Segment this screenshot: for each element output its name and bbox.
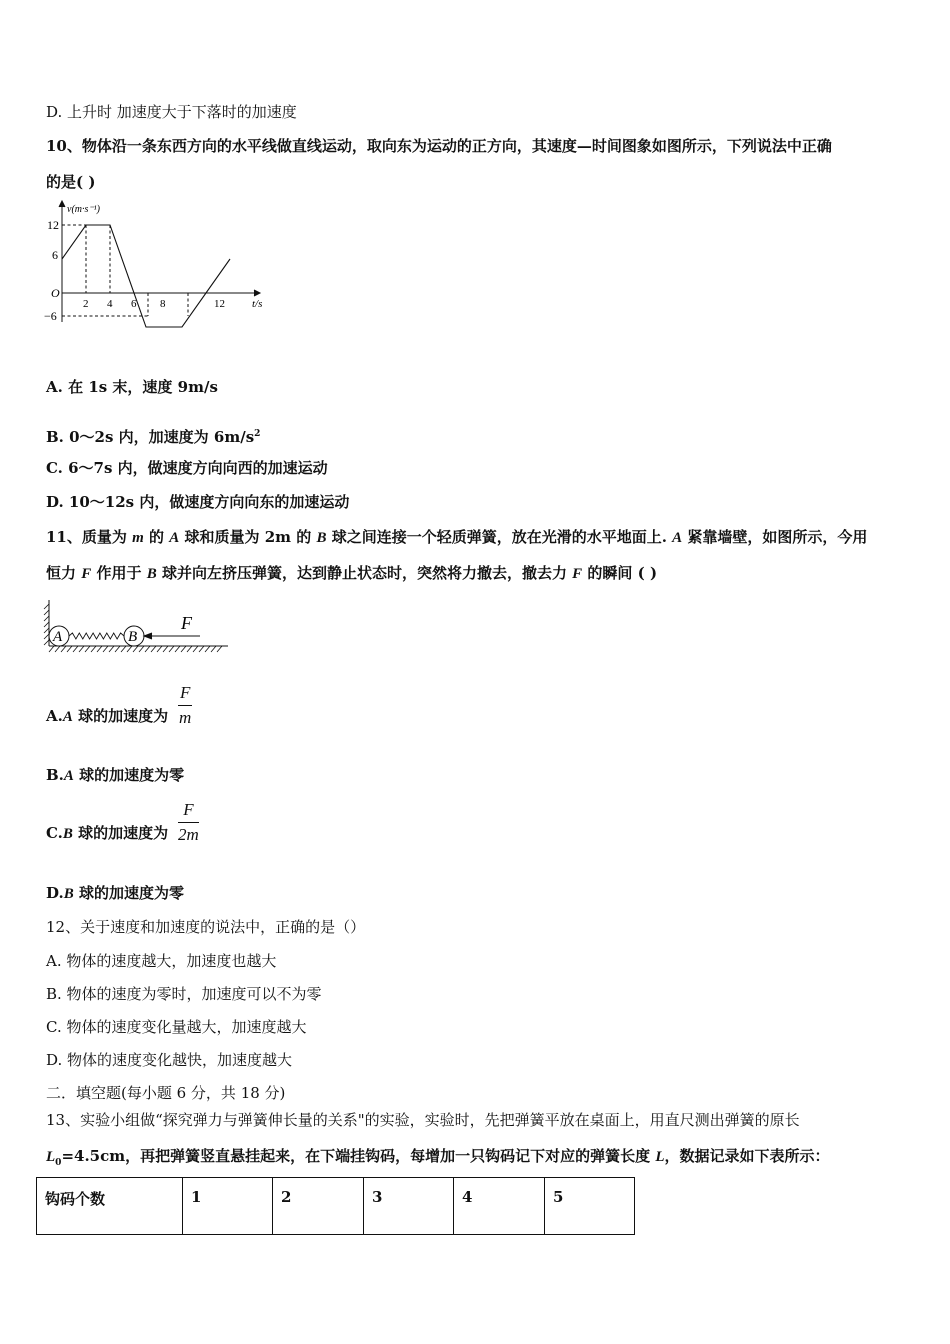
- y-tick-12: 12: [47, 218, 59, 232]
- spring: [69, 633, 124, 639]
- q11-stem-line1: 11、质量为 m 的 A 球和质量为 2m 的 B 球之间连接一个轻质弹簧，放在光滑的水平地面上. A 紧靠墙壁，如图所示，今用: [46, 528, 868, 546]
- y-tick-6: 6: [52, 248, 58, 262]
- table-cell: 1: [183, 1178, 273, 1235]
- q12-option-a: A. 物体的速度越大，加速度也越大: [46, 952, 277, 970]
- q13-stem-line2: $L_0=4.5cm$，再把弹簧竖直悬挂起来，在下端挂钩码，每增加一只钩码记下对应的弹簧长度 L，数据记录如下表所示：: [46, 1147, 830, 1168]
- force-label: F: [181, 613, 192, 633]
- q11-option-a-fraction: F m: [179, 683, 192, 727]
- q10-option-a: A. 在 1s 末，速度 9m/s: [46, 378, 218, 396]
- q10-stem-line2: 的是( ): [46, 173, 96, 191]
- x-tick-2: 2: [83, 298, 89, 310]
- q12-option-b: B. 物体的速度为零时，加速度可以不为零: [46, 985, 322, 1003]
- x-tick-8: 8: [160, 298, 166, 310]
- q10-option-c: C. 6～7s 内，做速度方向向西的加速运动: [46, 459, 328, 477]
- x-tick-12: 12: [214, 298, 225, 310]
- q11-option-d: D.B 球的加速度为零: [46, 884, 184, 902]
- hook-count-table: [36, 1177, 635, 1235]
- x-tick-6: 6: [131, 298, 137, 310]
- q10-option-d: D. 10～12s 内，做速度方向向东的加速运动: [46, 493, 350, 511]
- x-tick-4: 4: [107, 298, 113, 310]
- table-header-cell: 钩码个数: [37, 1178, 183, 1235]
- q11-option-c-fraction: F 2m: [178, 800, 199, 844]
- x-axis-label: t/s: [252, 298, 263, 310]
- q11-option-c: C.B 球的加速度为: [46, 824, 169, 842]
- ball-b-label: B: [128, 629, 138, 645]
- q12-option-c: C. 物体的速度变化量越大，加速度越大: [46, 1018, 307, 1036]
- velocity-series-line: [62, 225, 230, 327]
- q12-stem: 12、关于速度和加速度的说法中，正确的是（）: [46, 918, 366, 936]
- table-cell: 3: [364, 1178, 454, 1235]
- table-cell: 2: [273, 1178, 364, 1235]
- q9-option-d: D. 上升时 加速度大于下落时的加速度: [46, 103, 297, 121]
- q11-option-b: B.A 球的加速度为零: [46, 766, 185, 784]
- q11-option-a: A.A 球的加速度为: [46, 707, 169, 725]
- velocity-time-graph: [40, 198, 280, 328]
- ball-a-label: A: [53, 629, 63, 645]
- spring-ball-figure: [40, 596, 235, 658]
- q12-option-d: D. 物体的速度变化越快，加速度越大: [46, 1051, 293, 1069]
- q10-stem-line1: 10、物体沿一条东西方向的水平线做直线运动，取向东为运动的正方向，其速度—时间图象如图所示，下列说法中正确: [46, 137, 832, 155]
- table-row: [37, 1178, 635, 1235]
- section-heading: 二．填空题(每小题 6 分，共 18 分): [46, 1084, 286, 1102]
- table-cell: 5: [545, 1178, 635, 1235]
- q11-stem-line2: 恒力 F 作用于 B 球并向左挤压弹簧，达到静止状态时，突然将力撤去，撤去力 F 的瞬间 ( ): [46, 564, 658, 582]
- q10-option-b: B. 0～2s 内，加速度为 $6m/s^2$: [46, 428, 261, 446]
- y-tick-neg6: −6: [44, 309, 57, 323]
- origin-label: O: [51, 286, 60, 300]
- q13-stem-line1: 13、实验小组做“探究弹力与弹簧伸长量的关系"的实验，实验时，先把弹簧平放在桌面上，用直尺测出弹簧的原长: [46, 1111, 800, 1129]
- table-cell: 4: [454, 1178, 545, 1235]
- y-axis-label: v(m·s⁻¹): [67, 204, 100, 215]
